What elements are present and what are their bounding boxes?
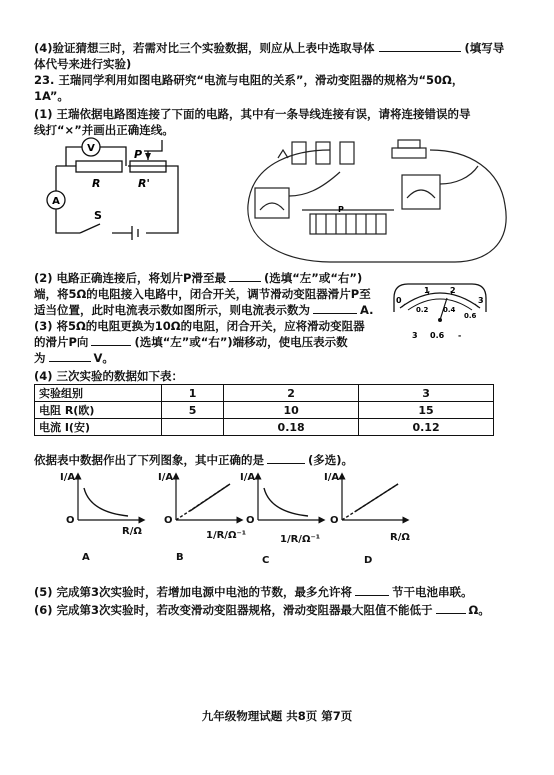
circuit-r-prime-label: R' [138,177,150,190]
table-cell: 0.12 [359,419,494,436]
ammeter-scale-small-0: 0.2 [416,306,429,314]
graph-b-letter: B [176,552,184,563]
table-cell: 15 [359,402,494,419]
q23-sub5 [34,584,473,600]
q23-sub6-blank[interactable] [436,602,466,614]
q23-sub5-blank[interactable] [355,584,389,596]
graph-c-curve [264,488,308,516]
q23-intro-line1: 23. 王瑞同学利用如图电路研究“电流与电阻的关系”，滑动变阻器的规格为“50Ω， [34,73,464,87]
table-cell: 1 [162,385,224,402]
table-cell: 电流 I(安) [35,419,162,436]
graph-d-origin: O [330,515,339,526]
table-cell: 5 [162,402,224,419]
table-cell: 0.18 [224,419,359,436]
circuit-p-label: P [134,148,143,161]
table-cell: 3 [359,385,494,402]
ammeter-terminal-minus: - [458,331,462,340]
ammeter-terminal-3: 3 [412,331,418,340]
graph-b-xlabel: 1/R/Ω⁻¹ [206,530,247,541]
ammeter-scale-small-1: 0.4 [443,306,456,314]
ammeter-scale-1: 1 [424,286,430,295]
q23-sub2-text-tail: (选填“左”或“右”) [263,271,363,285]
q23-intro-line2: 1A”。 [34,89,69,103]
graph-d-xlabel: R/Ω [390,532,410,543]
graph-d-letter: D [364,555,373,566]
graph-a [78,476,142,520]
q23-sub3-unit: V。 [93,351,114,365]
q23-sub3-text-wei: 为 [34,351,46,365]
graph-c-letter: C [262,555,270,566]
q23-sub6-text: (6) 完成第3次实验时，若改变滑动变阻器规格，滑动变阻器最大阻值不能低于 [34,603,433,617]
circuit-v-label: V [87,143,95,154]
sketch-p-label: P [338,205,344,214]
graph-a-curve [84,488,128,516]
q23-sub3-line1: (3) 将5Ω的电阻更换为10Ω的电阻，闭合开关，应将滑动变阻器 [34,319,365,333]
circuit-s-label: S [94,209,102,222]
ammeter-scale-2: 2 [450,286,456,295]
graph-a-ylabel: I/A [60,472,76,483]
q23-sub6-text-tail: Ω。 [468,603,490,617]
circuit-a-label: A [52,196,60,207]
ammeter-scale-3: 3 [478,296,484,305]
page-footer: 九年级物理试题 共8页 第7页 [201,709,353,723]
q23-sub2-text-current: 适当位置，此时电流表示数如图所示，则电流表示数为 [34,303,310,317]
ammeter-scale-small-2: 0.6 [464,312,477,320]
q23-sub3-text: 的滑片P向 [34,335,89,349]
graph-b-origin: O [164,515,173,526]
graph-d [342,476,406,520]
q23-sub2-unit: A. [360,303,374,317]
graph-c-ylabel: I/A [240,472,256,483]
q23-sub2-line2: 端，将5Ω的电阻接入电路中，闭合开关，调节滑动变阻器滑片P至 [34,287,371,301]
ammeter-terminal-06: 0.6 [430,331,445,340]
table-cell: 2 [224,385,359,402]
q22-4-text: (4)验证猜想三时，若需对比三个实验数据，则应从上表中选取导体 [34,41,375,55]
q23-graph-question-text: 依据表中数据作出了下列图象，其中正确的是 [34,453,264,467]
graph-b-ylabel: I/A [158,472,174,483]
table-cell: 实验组别 [35,385,162,402]
q22-4-text-tail: (填写导 [464,41,505,55]
q23-sub1-line2: 线打“×”并画出正确连线。 [34,123,174,137]
graph-a-letter: A [82,552,90,563]
graph-b [176,476,240,520]
q23-graph-question-tail: (多选)。 [308,453,354,467]
graph-c-origin: O [246,515,255,526]
q23-sub4-text: (4) 三次实验的数据如下表： [34,369,184,383]
q22-4-line2: 体代号来进行实验) [34,57,132,71]
q23-sub3-text-tail: (选填“左”或“右”)端移动，使电压表示数 [134,335,348,349]
ammeter-scale-0: 0 [396,296,402,305]
q23-sub2-text: (2) 电路正确连接后，将划片P滑至最 [34,271,226,285]
graph-c [258,476,322,520]
graph-a-xlabel: R/Ω [122,526,142,537]
graph-c-xlabel: 1/R/Ω⁻¹ [280,534,321,545]
table-cell: 10 [224,402,359,419]
table-cell: 电阻 R(欧) [35,402,162,419]
circuit-r-label: R [92,177,101,190]
q23-sub1-line1: (1) 王瑞依据电路图连接了下面的电路，其中有一条导线连接有误，请将连接错误的导 [34,107,471,121]
q23-sub5-text-tail: 节干电池串联。 [392,585,473,599]
q23-sub5-text: (5) 完成第3次实验时，若增加电源中电池的节数，最多允许将 [34,585,353,599]
q23-sub6 [34,602,490,618]
graph-d-ylabel: I/A [324,472,340,483]
graph-a-origin: O [66,515,75,526]
